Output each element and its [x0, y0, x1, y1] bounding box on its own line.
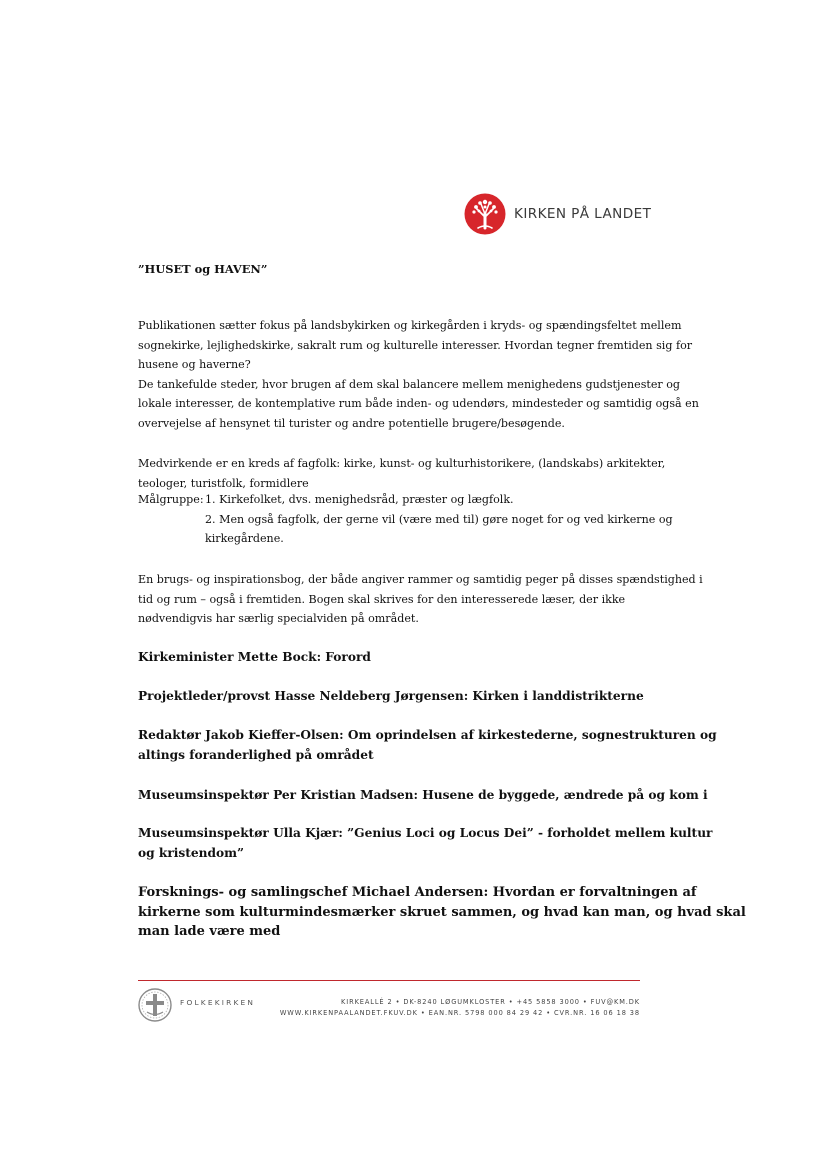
- contribution-item: [138, 883, 746, 942]
- intro-paragraph: [138, 316, 699, 434]
- text-line: sognekirke, lejlighedskirke, sakralt rum og kulturelle interesser. Hvordan tegner fremtiden sig for: [138, 338, 693, 352]
- text-line: teologer, turistfolk, formidlere: [138, 476, 309, 490]
- text-line: nødvendigvis har særlig specialviden på området.: [138, 612, 419, 626]
- contribution-item: [138, 687, 648, 707]
- contribution-line: man lade være med: [138, 924, 281, 939]
- list-item: 1. Kirkefolket, dvs. menighedsråd, præster og lægfolk.: [205, 493, 514, 506]
- tree-icon: [464, 193, 506, 235]
- target-group-label: Målgruppe:: [138, 493, 204, 506]
- text-line: lokale interesser, de kontemplative rum både inden- og udendørs, mindesteder og samtidig også en: [138, 397, 699, 411]
- list-item: kirkegårdene.: [205, 532, 284, 546]
- contribution-line: og kristendom”: [138, 845, 245, 860]
- contribution-line: Projektleder/provst Hasse Neldeberg Jørgensen: Kirken i landdistrikterne: [138, 689, 644, 703]
- contribution-line: Museumsinspektør Per Kristian Madsen: Husene de byggede, ændrede på og kom i: [138, 788, 708, 802]
- text-line: En brugs- og inspirationsbog, der både angiver rammer og samtidig peger på disses spændstighed i: [138, 573, 703, 586]
- text-line: tid og rum – også i fremtiden. Bogen skal skrives for den interesserede læser, der ikke: [138, 592, 626, 606]
- contribution-item: [138, 648, 648, 668]
- contribution-line: Kirkeminister Mette Bock: Forord: [138, 650, 371, 664]
- contribution-line: Redaktør Jakob Kieffer-Olsen: Om oprindelsen af kirkestederne, sognestrukturen og: [138, 728, 717, 742]
- contribution-item: [138, 726, 717, 766]
- contribution-line: Forsknings- og samlingschef Michael Andersen: Hvordan er forvaltningen af: [138, 885, 697, 900]
- text-line: husene og haverne?: [138, 358, 251, 372]
- contribution-item: [138, 786, 708, 806]
- contribution-item: [138, 824, 713, 864]
- folkekirken-cross-icon: [138, 988, 172, 1022]
- text-line: De tankefulde steder, hvor brugen af dem skal balancere mellem menighedens gudstjenester og: [138, 377, 681, 391]
- folkekirken-name: FOLKEKIRKEN: [180, 998, 256, 1007]
- document-title: ”HUSET og HAVEN”: [138, 262, 268, 276]
- contribution-line: kirkerne som kulturmindesmærker skruet sammen, og hvad kan man, og hvad skal: [138, 904, 746, 920]
- text-line: overvejelse af hensynet til turister og andre potentielle brugere/besøgende.: [138, 416, 565, 430]
- footer-divider: [138, 980, 640, 981]
- participants-paragraph: [138, 454, 666, 493]
- text-line: Medvirkende er en kreds af fagfolk: kirke, kunst- og kulturhistorikere, (landskabs) arkitekter,: [138, 457, 666, 470]
- contribution-line: Museumsinspektør Ulla Kjær: ”Genius Loci og Locus Dei” - forholdet mellem kultur: [138, 826, 713, 840]
- footer-address: KIRKEALLÉ 2 • DK-8240 LØGUMKLOSTER • +45 5858 3000 • FUV@KM.DK: [341, 998, 640, 1006]
- text-line: Publikationen sætter fokus på landsbykirken og kirkegården i kryds- og spændingsfeltet mellem: [138, 319, 682, 332]
- contribution-line: altings foranderlighed på området: [138, 747, 374, 762]
- kirken-paa-landet-logo: [464, 193, 651, 235]
- footer-web-ids: WWW.KIRKENPAALANDET.FKUV.DK • EAN.NR. 5798 000 84 29 42 • CVR.NR. 16 06 18 38: [279, 1009, 640, 1017]
- target-group-list: [205, 490, 673, 549]
- list-item: 2. Men også fagfolk, der gerne vil (være med til) gøre noget for og ved kirkerne og: [205, 512, 673, 526]
- logo-text: KIRKEN PÅ LANDET: [514, 206, 652, 222]
- description-paragraph: [138, 570, 703, 629]
